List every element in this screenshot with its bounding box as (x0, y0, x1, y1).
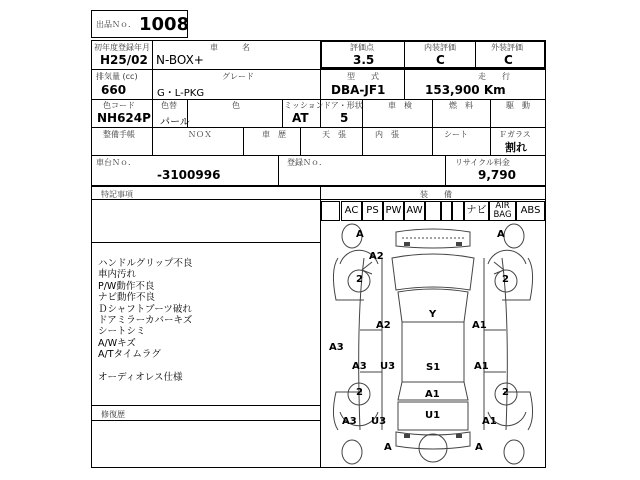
note-line: シートシミ (98, 326, 146, 338)
model-value: DBA-JF1 (331, 83, 386, 97)
cc-label: 排気量 (cc) (96, 72, 138, 81)
manual-label: 整備手帳 (103, 130, 135, 139)
damage-mark: U1 (425, 410, 441, 421)
note-line: 車内汚れ (98, 269, 137, 281)
repair-label: 修復歴 (101, 410, 125, 419)
recycle-value: 9,790 (478, 168, 516, 182)
exterior-label: 外装評価 (491, 43, 523, 52)
color-code-label: 色コード (103, 101, 135, 110)
grade-value: G・L-PKG (157, 88, 205, 99)
reg-value: H25/02 (100, 53, 148, 67)
chassis-value: -3100996 (157, 168, 221, 182)
score-value: 3.5 (353, 53, 375, 67)
equipment-item (425, 201, 441, 221)
equipment-label: 装 備 (420, 190, 452, 199)
damage-mark: A1 (482, 416, 497, 427)
damage-mark: U3 (380, 361, 396, 372)
car-damage-diagram (321, 222, 545, 468)
damage-mark: A1 (474, 361, 489, 372)
note-line: ドアミラーカバーキズ (98, 315, 193, 327)
note-line: ハンドルグリップ不良 (98, 258, 193, 269)
notes-list (98, 258, 192, 383)
roof-label: 天 張 (322, 130, 346, 139)
mission-label: ミッション (284, 101, 324, 110)
interior-lining-label: 内 張 (375, 130, 399, 139)
door-label: ドア・形状 (323, 101, 363, 110)
damage-mark: A2 (376, 320, 391, 331)
door-value: 5 (340, 111, 349, 125)
damage-mark: 2 (502, 387, 509, 398)
fuel-label: 燃 料 (449, 101, 473, 110)
damage-mark: 2 (502, 274, 509, 285)
score-label: 評価点 (350, 43, 374, 52)
damage-mark: Y (429, 309, 437, 320)
equipment-ac: AC (341, 201, 362, 221)
damage-mark: A (356, 229, 364, 240)
damage-mark: S1 (426, 362, 441, 373)
note-line: A/Tタイムラグ (98, 349, 161, 361)
note-line: オーディオレス仕様 (98, 372, 183, 384)
grade-label: グレード (222, 72, 254, 81)
note-line: Ｄシャフトブーツ破れ (98, 303, 192, 315)
note-line (98, 361, 192, 372)
row-divider (91, 69, 546, 70)
chassis-label: 車台Ｎｏ． (96, 158, 136, 167)
note-line: A/Wキズ (98, 337, 136, 349)
exterior-value: C (504, 53, 513, 67)
nox-label: ＮＯＸ (188, 130, 212, 139)
row-divider (91, 155, 546, 156)
mileage-value: 153,900 Km (425, 83, 506, 97)
damage-mark: 2 (356, 387, 363, 398)
color-value: パール (160, 117, 190, 128)
reg-label: 初年度登録年月 (94, 43, 150, 52)
color-label: 色 (232, 101, 240, 110)
notes-label: 特記事項 (101, 190, 133, 199)
equipment-abs: ABS (516, 201, 545, 221)
cc-value: 660 (101, 83, 127, 97)
equipment-item (321, 201, 340, 221)
seat-label: シート (444, 130, 468, 139)
model-label: 型 式 (347, 72, 379, 81)
inspection-label: 車 検 (388, 101, 412, 110)
damage-mark: A1 (425, 389, 440, 400)
damage-mark: A2 (369, 251, 384, 262)
damage-mark: A3 (329, 342, 344, 353)
mission-value: AT (292, 111, 309, 125)
equipment-airbag: AIR BAG (489, 201, 516, 221)
equipment-pw: PW (383, 201, 404, 221)
damage-mark: A1 (472, 320, 487, 331)
recycle-label: リサイクル料金 (455, 158, 510, 167)
damage-mark: U3 (371, 416, 387, 427)
interior-value: C (436, 53, 445, 67)
history-label: 車 歴 (262, 130, 286, 139)
equipment-ps: PS (362, 201, 383, 221)
damage-mark: 2 (356, 274, 363, 285)
glass-label: Ｆガラス (499, 130, 531, 139)
note-line: ナビ動作不良 (98, 292, 156, 304)
mileage-label: 走 行 (478, 72, 510, 81)
interior-label: 内装評価 (424, 43, 456, 52)
damage-mark: A (384, 442, 392, 453)
equipment-item (441, 201, 452, 221)
equipment-aw: AW (404, 201, 425, 221)
damage-mark: A (475, 442, 483, 453)
note-line: P/W動作不良 (98, 280, 155, 292)
equipment-item (452, 201, 464, 221)
name-value: N-BOX+ (156, 53, 204, 67)
lot-number-label: 出品Ｎｏ． (96, 20, 136, 29)
color-code-value: NH624P (97, 111, 151, 125)
color-cat-label: 色替 (161, 101, 177, 110)
equipment-navi: ナビ (464, 201, 489, 221)
plate-label: 登録Ｎｏ． (287, 158, 327, 167)
damage-mark: A (497, 229, 505, 240)
lot-number-box (91, 10, 188, 38)
name-label: 車 名 (210, 43, 250, 52)
drive-label: 駆 動 (506, 101, 530, 110)
lot-number: 1008 (139, 14, 190, 35)
glass-value: 割れ (505, 141, 527, 154)
damage-mark: A3 (342, 416, 357, 427)
damage-mark: A3 (352, 361, 367, 372)
